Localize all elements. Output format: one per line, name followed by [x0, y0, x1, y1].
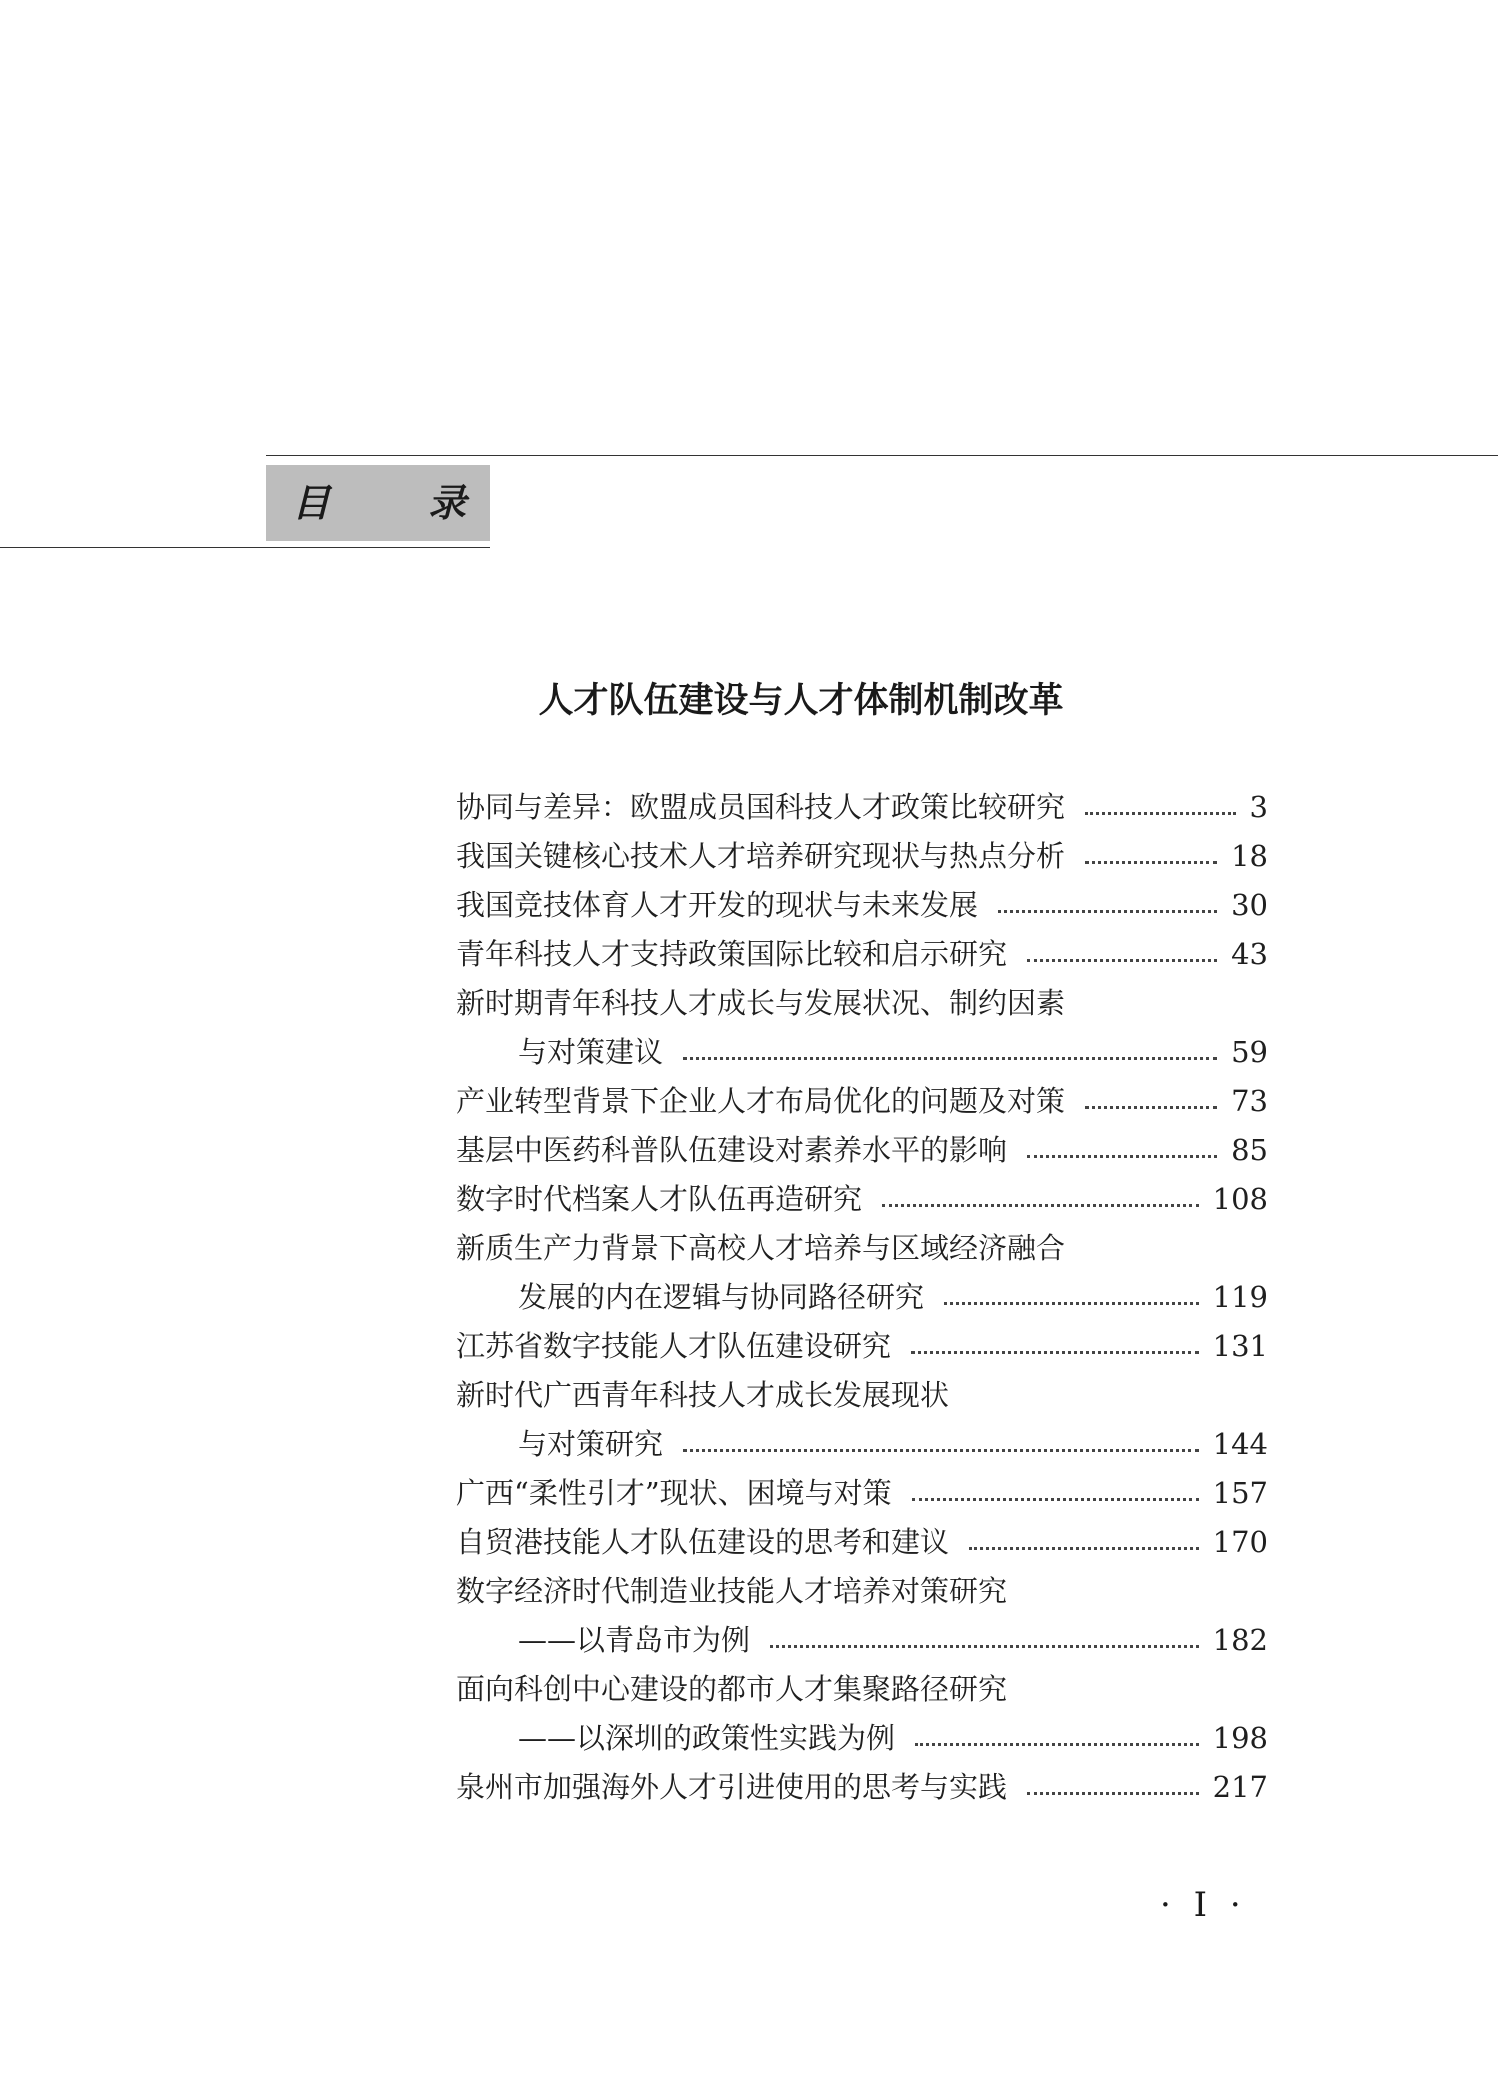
toc-entry-title: 新时期青年科技人才成长与发展状况、制约因素 — [456, 986, 1066, 1020]
toc-entry — [456, 1420, 1268, 1469]
toc-entry-line — [456, 1371, 1268, 1420]
toc-entry-title: 面向科创中心建设的都市人才集聚路径研究 — [456, 1672, 1008, 1706]
toc-entry — [456, 1763, 1268, 1812]
toc-leader-dots — [882, 1204, 1199, 1207]
toc-leader-dots — [1085, 1106, 1217, 1109]
toc-leader-dots — [770, 1645, 1199, 1648]
toc-entry-title: 产业转型背景下企业人才布局优化的问题及对策 — [456, 1084, 1066, 1118]
toc-entry-title: 与对策研究 — [518, 1427, 664, 1461]
toc-leader-dots — [1085, 861, 1217, 864]
toc-entry-page: 3 — [1249, 790, 1268, 824]
toc-entry — [456, 1273, 1268, 1322]
toc-entry-page: 73 — [1231, 1084, 1268, 1118]
toc-entry-line — [456, 979, 1268, 1028]
toc-leader-dots — [1085, 812, 1236, 815]
toc-leader-dots — [998, 910, 1217, 913]
toc-entry-title: 青年科技人才支持政策国际比较和启示研究 — [456, 937, 1008, 971]
toc-leader-dots — [1027, 1792, 1199, 1795]
toc-entry — [456, 1518, 1268, 1567]
toc-entry — [456, 1322, 1268, 1371]
toc-entry-title: 数字经济时代制造业技能人才培养对策研究 — [456, 1574, 1008, 1608]
toc-leader-dots — [1027, 959, 1217, 962]
toc-entry-title: 广西“柔性引才”现状、困境与对策 — [456, 1476, 892, 1510]
toc-heading-char-2: 录 — [427, 481, 466, 525]
toc-entry-page: 198 — [1212, 1721, 1268, 1755]
toc-entry-page: 30 — [1231, 888, 1268, 922]
toc-entry-page: 18 — [1231, 839, 1268, 873]
toc-entry — [456, 1714, 1268, 1763]
toc-entry — [456, 832, 1268, 881]
toc-heading — [266, 465, 490, 541]
toc-leader-dots — [969, 1547, 1199, 1550]
header-rule-bottom — [0, 547, 490, 548]
toc-entry-title: 协同与差异：欧盟成员国科技人才政策比较研究 — [456, 790, 1066, 824]
toc-entry — [456, 881, 1268, 930]
section-title: 人才队伍建设与人才体制机制改革 — [538, 681, 1064, 721]
toc-leader-dots — [683, 1449, 1199, 1452]
header-rule-top — [266, 455, 1498, 456]
toc-entry-title: 江苏省数字技能人才队伍建设研究 — [456, 1329, 892, 1363]
toc-leader-dots — [911, 1351, 1199, 1354]
toc-entry-title: 新质生产力背景下高校人才培养与区域经济融合 — [456, 1231, 1066, 1265]
toc-entry-title: ——以青岛市为例 — [518, 1623, 751, 1657]
toc-entry — [456, 930, 1268, 979]
toc-entry-title: ——以深圳的政策性实践为例 — [518, 1721, 896, 1755]
toc-leader-dots — [912, 1498, 1199, 1501]
toc-entry-page: 108 — [1212, 1182, 1268, 1216]
toc-entry-title: 我国竞技体育人才开发的现状与未来发展 — [456, 888, 979, 922]
toc-entry-page: 217 — [1212, 1770, 1268, 1804]
toc-entry-title: 数字时代档案人才队伍再造研究 — [456, 1182, 863, 1216]
toc-entry-page: 119 — [1212, 1280, 1268, 1314]
toc-entry — [456, 1028, 1268, 1077]
toc-entry-title: 基层中医药科普队伍建设对素养水平的影响 — [456, 1133, 1008, 1167]
toc-leader-dots — [1027, 1155, 1217, 1158]
toc-entry-title: 发展的内在逻辑与协同路径研究 — [518, 1280, 925, 1314]
toc-entry-title: 我国关键核心技术人才培养研究现状与热点分析 — [456, 839, 1066, 873]
toc-list — [456, 783, 1268, 1812]
toc-entry — [456, 1469, 1268, 1518]
toc-entry-page: 131 — [1212, 1329, 1268, 1363]
toc-entry — [456, 1616, 1268, 1665]
toc-entry — [456, 1175, 1268, 1224]
toc-entry-page: 157 — [1212, 1476, 1268, 1510]
toc-entry — [456, 1126, 1268, 1175]
toc-heading-char-1: 目 — [292, 481, 331, 525]
toc-entry-page: 43 — [1231, 937, 1268, 971]
toc-entry-page: 59 — [1231, 1035, 1268, 1069]
toc-entry-title: 与对策建议 — [518, 1035, 664, 1069]
page-number: · I · — [1160, 1885, 1247, 1925]
toc-entry — [456, 783, 1268, 832]
toc-leader-dots — [915, 1743, 1199, 1746]
toc-entry — [456, 1077, 1268, 1126]
toc-entry-line — [456, 1665, 1268, 1714]
toc-entry-page: 144 — [1212, 1427, 1268, 1461]
toc-entry-page: 85 — [1231, 1133, 1268, 1167]
toc-entry-title: 泉州市加强海外人才引进使用的思考与实践 — [456, 1770, 1008, 1804]
toc-entry-title: 新时代广西青年科技人才成长发展现状 — [456, 1378, 950, 1412]
toc-entry-page: 182 — [1212, 1623, 1268, 1657]
toc-leader-dots — [683, 1057, 1217, 1060]
toc-entry-line — [456, 1224, 1268, 1273]
toc-leader-dots — [944, 1302, 1199, 1305]
toc-entry-title: 自贸港技能人才队伍建设的思考和建议 — [456, 1525, 950, 1559]
toc-entry-page: 170 — [1212, 1525, 1268, 1559]
toc-entry-line — [456, 1567, 1268, 1616]
